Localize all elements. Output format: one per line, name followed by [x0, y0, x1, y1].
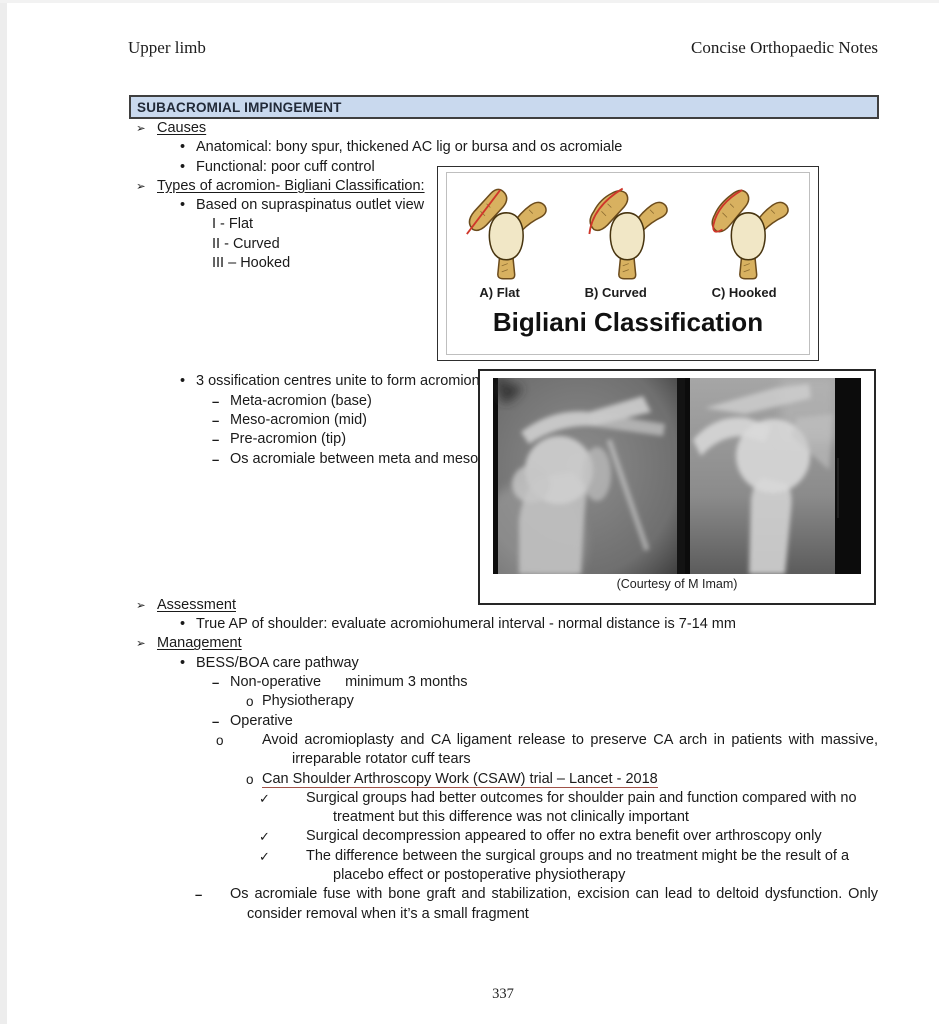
- dash-bullet-icon: –: [212, 393, 220, 409]
- header-left-text: Upper limb: [128, 38, 206, 57]
- list-item: – Os acromiale between meta and meso: [128, 450, 878, 469]
- dot-bullet-icon: •: [180, 654, 186, 671]
- list-item-non-operative: – Non-operative minimum 3 months: [128, 673, 878, 692]
- list-item-csaw-point: ✓ Surgical groups had better outcomes for shoulder pain and function compared with no treatment but this difference was not clinically important: [259, 789, 857, 826]
- arrow-bullet-icon: ➢: [136, 638, 146, 651]
- list-item: III – Hooked: [212, 255, 291, 272]
- heading-types: ➢ Types of acromion- Bigliani Classification:: [128, 177, 878, 196]
- list-item: – Meso-acromion (mid): [128, 411, 878, 430]
- label-curved: B) Curved: [584, 285, 647, 300]
- heading-management: ➢ Management: [128, 634, 878, 653]
- xray-caption: (Courtesy of M Imam): [616, 577, 738, 591]
- dot-bullet-icon: •: [180, 616, 186, 633]
- list-item-csaw-point: ✓ The difference between the surgical groups and no treatment might be the result of a placebo effect or postoperative physiotherapy: [259, 847, 850, 884]
- header-right-text: Concise Orthopaedic Notes: [691, 38, 878, 57]
- list-item: – Pre-acromion (tip): [128, 430, 878, 449]
- heading-assessment: ➢ Assessment: [128, 596, 878, 615]
- section-title: SUBACROMIAL IMPINGEMENT: [137, 99, 342, 115]
- arrow-bullet-icon: ➢: [136, 599, 146, 612]
- heading-causes: ➢ Causes: [128, 119, 878, 138]
- label-hooked: C) Hooked: [711, 285, 777, 300]
- list-item-csaw-trial: o Can Shoulder Arthroscopy Work (CSAW) trial – Lancet - 2018: [128, 770, 878, 789]
- dash-bullet-icon: –: [212, 713, 220, 729]
- section-title-bar: [129, 95, 879, 119]
- page-edge-left: [0, 0, 7, 1024]
- circle-bullet-icon: o: [246, 694, 254, 710]
- list-item: I - Flat: [212, 216, 254, 233]
- bigliani-figure-title: Bigliani Classification: [492, 307, 764, 337]
- page-number: 337: [492, 986, 514, 1002]
- list-item: II - Curved: [212, 235, 280, 252]
- dot-bullet-icon: •: [180, 373, 186, 390]
- page-edge-top: [0, 0, 939, 3]
- dash-bullet-icon: –: [212, 675, 220, 691]
- dash-bullet-icon: –: [212, 451, 220, 467]
- list-item: – Operative: [128, 712, 878, 731]
- arrow-bullet-icon: ➢: [136, 123, 146, 135]
- list-item-avoid-acromioplasty: o Avoid acromioplasty and CA ligament release to preserve CA arch in patients with massive, irreparable rotator cuff tears: [216, 731, 878, 768]
- list-item: • Based on supraspinatus outlet view: [128, 196, 878, 215]
- dot-bullet-icon: •: [180, 197, 186, 214]
- list-item-os-acromiale: – Os acromiale fuse with bone graft and stabilization, excision can lead to deltoid dysfunction. Only consider removal when it’s a small fragment: [195, 886, 878, 922]
- list-item: – Meta-acromion (base): [128, 392, 878, 411]
- running-header: [128, 38, 878, 58]
- dot-bullet-icon: •: [180, 139, 186, 156]
- list-item: • Functional: poor cuff control: [128, 158, 878, 177]
- dash-bullet-icon: –: [212, 412, 220, 428]
- list-item: • Anatomical: bony spur, thickened AC lig or bursa and os acromiale: [128, 138, 878, 157]
- list-item: o Physiotherapy: [128, 692, 878, 711]
- dash-bullet-icon: –: [212, 432, 220, 448]
- label-flat: A) Flat: [479, 285, 520, 300]
- list-item: • True AP of shoulder: evaluate acromiohumeral interval - normal distance is 7-14 mm: [128, 615, 878, 634]
- list-item: • 3 ossification centres unite to form acromion: [128, 372, 878, 391]
- list-item: • BESS/BOA care pathway: [128, 654, 878, 673]
- list-item-csaw-point: ✓ Surgical decompression appeared to offer no extra benefit over arthroscopy only: [259, 828, 822, 845]
- dot-bullet-icon: •: [180, 158, 186, 175]
- circle-bullet-icon: o: [246, 771, 254, 787]
- body-text: [128, 119, 878, 924]
- arrow-bullet-icon: ➢: [136, 180, 146, 193]
